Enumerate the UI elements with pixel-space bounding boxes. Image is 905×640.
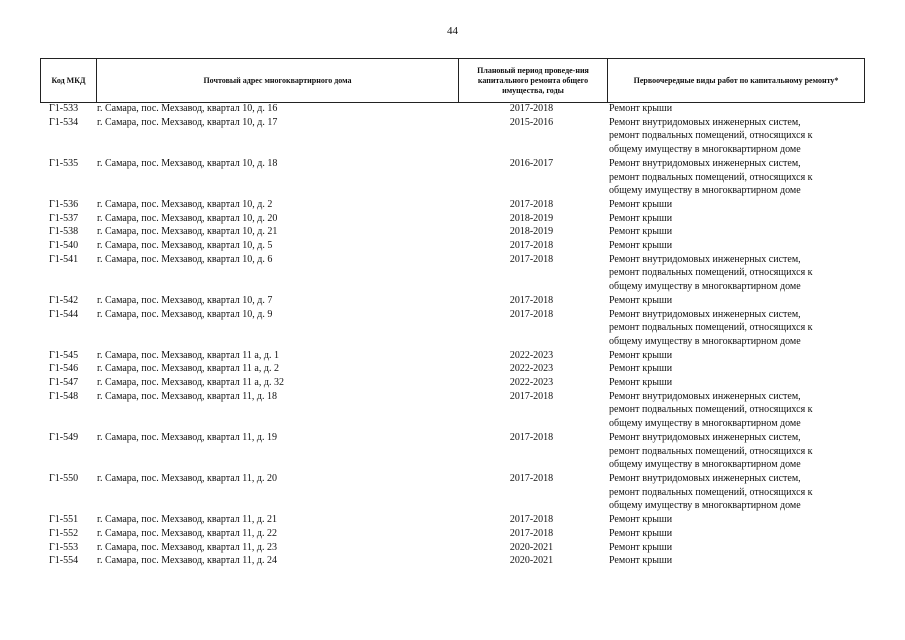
cell-address: г. Самара, пос. Мехзавод, квартал 11, д. 20 — [97, 472, 278, 484]
cell-works — [606, 390, 863, 431]
cell-works — [606, 376, 863, 390]
table-row — [40, 212, 865, 226]
works-line: Ремонт крыши — [609, 198, 673, 210]
cell-period: 2017-2018 — [509, 308, 554, 320]
cell-address: г. Самара, пос. Мехзавод, квартал 11 а, д. 2 — [97, 363, 279, 375]
table-row — [40, 225, 865, 239]
cell-address: г. Самара, пос. Мехзавод, квартал 10, д. 21 — [97, 226, 278, 238]
cell-code: Г1-548 — [49, 390, 79, 402]
cell-code: Г1-545 — [49, 349, 79, 361]
works-line: Ремонт внутридомовых инженерных систем, — [609, 472, 801, 484]
header-address: Почтовый адрес многоквартирного дома — [96, 59, 458, 102]
cell-address: г. Самара, пос. Мехзавод, квартал 11 а, д. 32 — [97, 377, 284, 389]
cell-address: г. Самара, пос. Мехзавод, квартал 11, д. 21 — [97, 514, 278, 526]
works-line: Ремонт крыши — [609, 555, 673, 567]
table-row — [40, 513, 865, 527]
cell-address: г. Самара, пос. Мехзавод, квартал 10, д. 18 — [97, 157, 278, 169]
page-number: 44 — [447, 25, 458, 37]
cell-works — [606, 198, 863, 212]
works-line: Ремонт крыши — [609, 527, 673, 539]
works-line: общему имуществу в многоквартирном доме — [609, 500, 801, 512]
works-line: общему имуществу в многоквартирном доме — [609, 281, 801, 293]
cell-code: Г1-546 — [49, 363, 79, 375]
cell-works — [606, 212, 863, 226]
cell-works — [606, 527, 863, 541]
table-row — [40, 390, 865, 431]
cell-period: 2017-2018 — [509, 527, 554, 539]
cell-address: г. Самара, пос. Мехзавод, квартал 10, д. 6 — [97, 253, 273, 265]
cell-code: Г1-544 — [49, 308, 79, 320]
table-row — [40, 253, 865, 294]
table-row — [40, 239, 865, 253]
table-row — [40, 376, 865, 390]
works-line: общему имуществу в многоквартирном доме — [609, 335, 801, 347]
works-line: Ремонт крыши — [609, 240, 673, 252]
header-period: Плановый период проведе-ния капитального ремонта общего имущества, годы — [458, 59, 607, 102]
table-row — [40, 349, 865, 363]
cell-code: Г1-552 — [49, 527, 79, 539]
cell-period: 2017-2018 — [509, 472, 554, 484]
works-line: ремонт подвальных помещений, относящихся к — [609, 171, 813, 183]
cell-period: 2017-2018 — [509, 198, 554, 210]
cell-code: Г1-542 — [49, 294, 79, 306]
works-line: Ремонт крыши — [609, 514, 673, 526]
works-line: ремонт подвальных помещений, относящихся к — [609, 404, 813, 416]
works-line: общему имуществу в многоквартирном доме — [609, 185, 801, 197]
cell-period: 2020-2021 — [509, 555, 554, 567]
cell-works — [606, 157, 863, 198]
table-header — [40, 58, 865, 103]
table-row — [40, 527, 865, 541]
cell-code: Г1-535 — [49, 157, 79, 169]
cell-works — [606, 294, 863, 308]
cell-works — [606, 116, 863, 157]
works-line: Ремонт крыши — [609, 226, 673, 238]
cell-works — [606, 513, 863, 527]
cell-code: Г1-553 — [49, 541, 79, 553]
cell-address: г. Самара, пос. Мехзавод, квартал 10, д. 17 — [97, 116, 278, 128]
cell-address: г. Самара, пос. Мехзавод, квартал 10, д. 7 — [97, 294, 273, 306]
cell-address: г. Самара, пос. Мехзавод, квартал 10, д. 5 — [97, 240, 273, 252]
works-line: Ремонт крыши — [609, 349, 673, 361]
cell-address: г. Самара, пос. Мехзавод, квартал 10, д. 16 — [97, 103, 278, 114]
cell-period: 2017-2018 — [509, 514, 554, 526]
cell-address: г. Самара, пос. Мехзавод, квартал 10, д. 9 — [97, 308, 273, 320]
cell-address: г. Самара, пос. Мехзавод, квартал 10, д. 20 — [97, 212, 278, 224]
cell-period: 2016-2017 — [509, 157, 554, 169]
cell-period: 2017-2018 — [509, 103, 554, 114]
works-line: Ремонт внутридомовых инженерных систем, — [609, 157, 801, 169]
table-row — [40, 157, 865, 198]
cell-period: 2018-2019 — [509, 212, 554, 224]
cell-code: Г1-541 — [49, 253, 79, 265]
header-works: Первоочередные виды работ по капитальному ремонту* — [607, 59, 864, 102]
cell-works — [606, 431, 863, 472]
cell-code: Г1-550 — [49, 472, 79, 484]
works-line: общему имуществу в многоквартирном доме — [609, 459, 801, 471]
cell-period: 2022-2023 — [509, 377, 554, 389]
works-line: Ремонт крыши — [609, 103, 673, 114]
table-body — [40, 102, 865, 568]
works-line: Ремонт крыши — [609, 363, 673, 375]
cell-address: г. Самара, пос. Мехзавод, квартал 11, д. 24 — [97, 555, 278, 567]
cell-code: Г1-554 — [49, 555, 79, 567]
cell-code: Г1-537 — [49, 212, 79, 224]
works-line: Ремонт крыши — [609, 212, 673, 224]
cell-period: 2020-2021 — [509, 541, 554, 553]
cell-code: Г1-538 — [49, 226, 79, 238]
cell-code: Г1-534 — [49, 116, 79, 128]
cell-works — [606, 102, 863, 116]
cell-period: 2017-2018 — [509, 431, 554, 443]
cell-period: 2015-2016 — [509, 116, 554, 128]
cell-works — [606, 349, 863, 363]
cell-works — [606, 362, 863, 376]
header-code: Код МКД — [51, 75, 86, 85]
cell-works — [606, 472, 863, 513]
works-line: Ремонт внутридомовых инженерных систем, — [609, 390, 801, 402]
works-line: общему имуществу в многоквартирном доме — [609, 418, 801, 430]
cell-works — [606, 239, 863, 253]
cell-code: Г1-547 — [49, 377, 79, 389]
cell-period: 2022-2023 — [509, 349, 554, 361]
table-row — [40, 116, 865, 157]
works-line: Ремонт внутридомовых инженерных систем, — [609, 253, 801, 265]
works-line: Ремонт крыши — [609, 541, 673, 553]
cell-works — [606, 253, 863, 294]
cell-period: 2017-2018 — [509, 294, 554, 306]
cell-works — [606, 225, 863, 239]
cell-period: 2022-2023 — [509, 363, 554, 375]
works-line: ремонт подвальных помещений, относящихся к — [609, 486, 813, 498]
table-row — [40, 308, 865, 349]
works-line: ремонт подвальных помещений, относящихся к — [609, 322, 813, 334]
works-line: ремонт подвальных помещений, относящихся к — [609, 445, 813, 457]
cell-period: 2017-2018 — [509, 390, 554, 402]
cell-works — [606, 541, 863, 555]
cell-works — [606, 554, 863, 568]
works-line: Ремонт крыши — [609, 294, 673, 306]
table-row — [40, 431, 865, 472]
cell-period: 2017-2018 — [509, 253, 554, 265]
table-row — [40, 472, 865, 513]
cell-address: г. Самара, пос. Мехзавод, квартал 11, д. 22 — [97, 527, 278, 539]
cell-code: Г1-549 — [49, 431, 79, 443]
cell-address: г. Самара, пос. Мехзавод, квартал 11 а, д. 1 — [97, 349, 279, 361]
works-line: Ремонт внутридомовых инженерных систем, — [609, 431, 801, 443]
table-row — [40, 362, 865, 376]
cell-code: Г1-540 — [49, 240, 79, 252]
works-line: Ремонт внутридомовых инженерных систем, — [609, 308, 801, 320]
works-line: Ремонт крыши — [609, 377, 673, 389]
cell-period: 2017-2018 — [509, 240, 554, 252]
table-row — [40, 198, 865, 212]
cell-address: г. Самара, пос. Мехзавод, квартал 11, д. 18 — [97, 390, 278, 402]
works-line: ремонт подвальных помещений, относящихся к — [609, 267, 813, 279]
table-row — [40, 554, 865, 568]
table-row — [40, 541, 865, 555]
cell-address: г. Самара, пос. Мехзавод, квартал 10, д. 2 — [97, 198, 273, 210]
cell-address: г. Самара, пос. Мехзавод, квартал 11, д. 23 — [97, 541, 278, 553]
cell-works — [606, 308, 863, 349]
cell-code: Г1-551 — [49, 514, 79, 526]
works-line: общему имуществу в многоквартирном доме — [609, 144, 801, 156]
cell-code: Г1-536 — [49, 198, 79, 210]
works-line: Ремонт внутридомовых инженерных систем, — [609, 116, 801, 128]
cell-code: Г1-533 — [49, 103, 79, 114]
table-row — [40, 102, 865, 116]
works-line: ремонт подвальных помещений, относящихся к — [609, 130, 813, 142]
cell-period: 2018-2019 — [509, 226, 554, 238]
cell-address: г. Самара, пос. Мехзавод, квартал 11, д. 19 — [97, 431, 278, 443]
table-row — [40, 294, 865, 308]
